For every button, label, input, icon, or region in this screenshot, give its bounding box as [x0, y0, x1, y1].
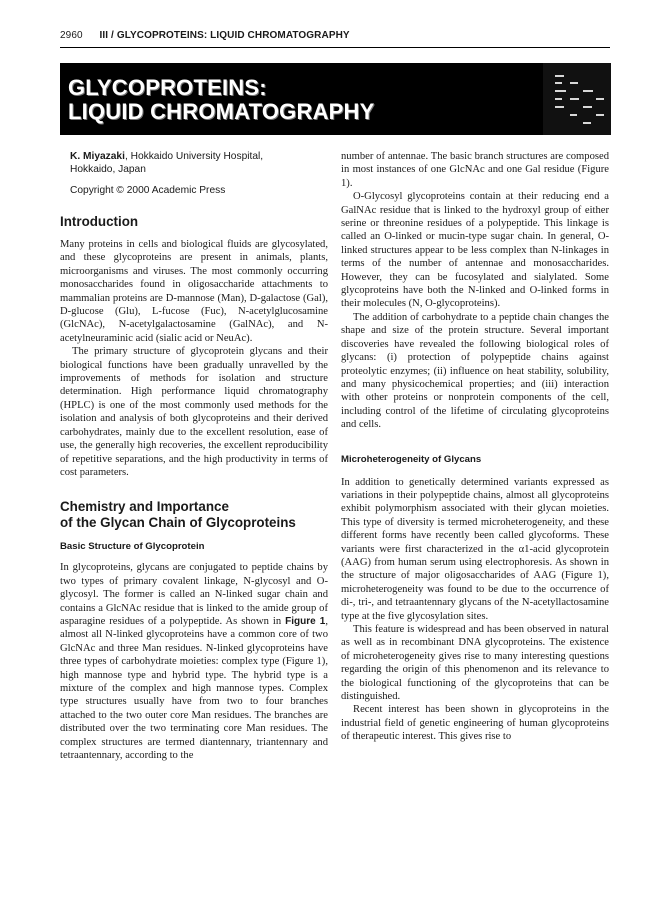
left-column — [60, 150, 328, 762]
copyright: Copyright © 2000 Academic Press — [70, 185, 226, 196]
header-rule — [60, 47, 610, 48]
intro-paragraph-2: The primary structure of glycoprotein glycans and their biological functions have been gradually unravelled by the improvements of methods for isolation and structure determination. High performance liquid chromatography (HPLC) is one of the most commonly used methods for the isolation and analysis of both glycoproteins and their derived carbohydrates, mainly due to the excellent resolution, ease of use, the generally high recoveries, the excellent reproducibility of repetitive separations, and the high productivity in terms of cost parameters. — [60, 346, 328, 478]
article-title-band — [60, 63, 611, 135]
author-name: K. Miyazaki — [70, 151, 125, 162]
micro-paragraph-1: In addition to genetically determined variants expressed as variations in their polypeptide chains, almost all glycoproteins exhibit polymorphism associated with their glycan moieties. This type of diversity is termed microheterogeneity, and these different forms have recently been called glycoforms. These variants were first characterized in the α1-acid glycoprotein (AAG) from human serum using electrophoresis. As shown in the structure of major oligosaccharides of AAG (Figure 1), microheterogeneity was found to be due to the occurrence of di-, tri-, and tetraantennary glycans of the N-acetyllactosamine type at the five glycosylation sites. — [341, 476, 609, 622]
right-column — [341, 150, 609, 744]
chemistry-heading — [60, 499, 328, 531]
author-affiliation-2: Hokkaido, Japan — [70, 164, 146, 175]
basic-structure-heading: Basic Structure of Glycoprotein — [60, 541, 205, 553]
running-head — [60, 30, 610, 41]
micro-paragraph-2: This feature is widespread and has been observed in natural as well as in recombinant DNA glycoproteins. The existence of microheterogeneity gives rise to many interesting questions regarding the origin of this phenomenon and its relevance to the biological functioning of the glycoproteins that can be distinguished. — [341, 624, 609, 703]
basic-p1-text-a: In glycoproteins, glycans are conjugated to peptide chains by two types of primary covalent linkage, N-glycosyl and O-glycosyl. The former is called an N-linked sugar chain and contains a GlcNAc residue that is linked to the amide group of asparagine residues of a polypeptide. As shown in — [60, 562, 328, 627]
introduction-heading: Introduction — [60, 214, 139, 229]
page-number: 2960 — [60, 30, 83, 41]
basic-p1-text-b: , almost all N-linked glycoproteins have a common core of two GlcNAc and three Man residues. N-linked glycoproteins have three types of carbohydrate moieties: complex type (Figure 1), high mannose type and hybrid type. The hybrid type is a mixture of the complex and high mannose types. Complex type structures usually have from two to four branches attached to the two outer core Man residues. The branches are distributed over the two terminating core Man residues. The complex structures are termed diantennary, triantennary and tetraantennary, according to the — [60, 615, 328, 761]
author-affiliation-1: , Hokkaido University Hospital, — [124, 151, 264, 162]
author-block — [70, 150, 328, 197]
running-head-section: III / GLYCOPROTEINS: LIQUID CHROMATOGRAPHY — [99, 30, 350, 41]
right-paragraph-3: The addition of carbohydrate to a peptide chain changes the shape and size of the protein structure. Several important discoveries have revealed the following biological roles of glycans: (i) protection of polypeptide chains against proteolytic enzymes; (ii) influence on heat stability, solubility, and many physicochemical properties; and (iii) interaction with other proteins or nonprotein components of the cell, including control of the lifetime of circulating glycoproteins and cells. — [341, 311, 609, 431]
chromatogram-logo-icon — [543, 63, 611, 135]
basic-structure-paragraph — [60, 561, 328, 762]
microheterogeneity-heading: Microheterogeneity of Glycans — [341, 453, 482, 465]
intro-p1-text: Many proteins in cells and biological fluids are glycosylated, and these glycoproteins are present in animals, plants, microorganisms and viruses. The most commonly occurring monosaccharides found in oligosaccharide attachments to mammalian proteins are — [60, 239, 328, 304]
article-title-line-2: LIQUID CHROMATOGRAPHY — [68, 99, 375, 124]
article-title-line-1: GLYCOPROTEINS: — [68, 75, 267, 100]
chemistry-heading-line-1: Chemistry and Importance — [60, 499, 229, 515]
right-paragraph-1: number of antennae. The basic branch structures are composed in most instances of one GlcNAc and one Gal residue (Figure 1). — [341, 151, 609, 189]
micro-paragraph-3: Recent interest has been shown in glycoproteins in the industrial field of genetic engineering of human glycoproteins of therapeutic interest. This gives rise to — [341, 704, 609, 743]
intro-p1-monosaccharides: D-mannose (Man), D-galactose (Gal), D-glucose (Glu), L-fucose (Fuc), N-acetylglucosamine (GlcNAc), N-acetylgalactosamine (GalNAc), and N-acetylneuraminic acid (sialic acid or NeuAc). — [60, 292, 328, 344]
intro-paragraph-1 — [60, 238, 328, 345]
chemistry-heading-line-2: of the Glycan Chain of Glycoproteins — [60, 515, 296, 531]
figure-1-reference[interactable]: Figure 1 — [285, 615, 326, 627]
right-paragraph-2: O-Glycosyl glycoproteins contain at their reducing end a GalNAc residue that is linked to the hydroxyl group of either serine or threonine residues of a polypeptide. This linkage is called an O-linked or mucin-type sugar chain. In general, O-linked structures appear to be less complex than N-linkages in terms of the number of antennae and monosaccharides. However, they can be fucosylated and sialylated. Some glycoproteins have both the N-linked and O-linked forms in their molecules (N, O-glycoproteins). — [341, 191, 609, 310]
